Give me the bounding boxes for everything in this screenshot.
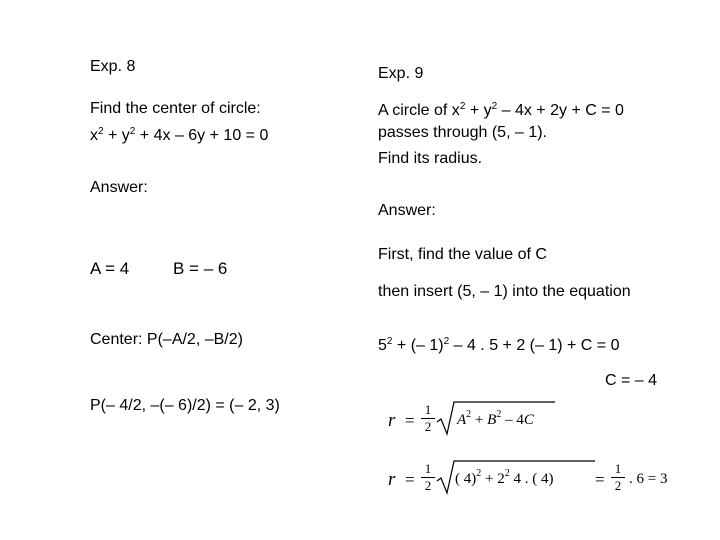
step-insert-point: then insert (5, – 1) into the equation [378, 283, 631, 300]
c-result: C = – 4 [605, 372, 658, 389]
exp8-heading: Exp. 8 [90, 58, 136, 75]
evaluated-radicand: ( $4)^2 + 2^2$ 4 . ( 4) [455, 468, 554, 487]
a-value: A = 4 [90, 259, 130, 278]
radius-symbol: r [388, 469, 396, 490]
radicand: $A^2 + B^2 - 4C$ [457, 409, 534, 428]
exp9-heading: Exp. 9 [378, 65, 424, 82]
radius-result: . 6 = 3 [629, 471, 668, 487]
exp9-task-line3: Find its radius. [378, 150, 483, 167]
exp9-equation: A circle of $x^2 + y^2 - 4x + 2y + C = 0$ [378, 101, 624, 119]
half-fraction-result: 1 2 [611, 462, 625, 493]
half-fraction: 1 2 [421, 462, 435, 493]
radius-evaluation [385, 458, 675, 500]
equals-sign-2: = [595, 470, 605, 489]
b-value: B = – 6 [173, 259, 228, 278]
half-fraction: 1 2 [421, 403, 435, 434]
center-formula: Center: P(–A/2, –B/2) [90, 331, 243, 348]
exp8-answer-label: Answer: [90, 179, 148, 196]
exp9-answer-label: Answer: [378, 202, 436, 219]
step-find-c: First, find the value of C [378, 246, 547, 263]
radius-symbol: r [388, 410, 396, 431]
substituted-equation: $5^2$ + (– 1)$^2$ – 4 . 5 + 2 (– 1) + C = 0 [378, 336, 620, 354]
radius-formula [385, 400, 565, 442]
equals-sign: = [405, 470, 415, 489]
equals-sign: = [405, 411, 415, 430]
exp8-task-line: Find the center of circle: [90, 100, 261, 117]
exp8-equation: $x^2 + y^2 + 4x - 6y + 10 = 0$ [90, 126, 269, 144]
exp9-task-line2: passes through (5, – 1). [378, 124, 547, 141]
center-result: P(– 4/2, –(– 6)/2) = (– 2, 3) [90, 397, 280, 414]
